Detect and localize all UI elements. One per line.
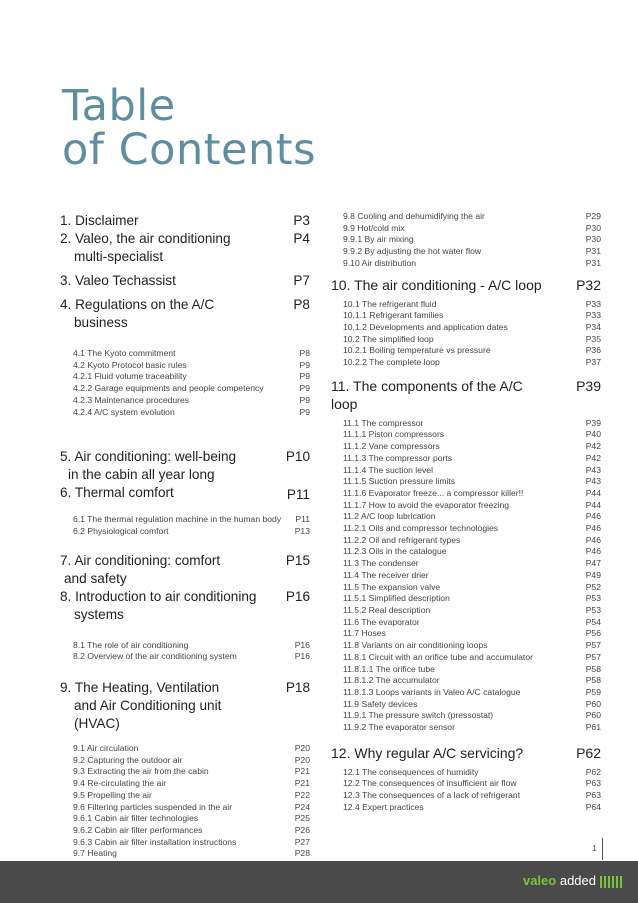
toc-subentry[interactable]: 11.1.2 Vane compressors P42 (343, 441, 601, 452)
toc-subentry[interactable]: 11.1.1 Piston compressors P40 (343, 429, 601, 440)
toc-entry-title-cont: business (74, 315, 128, 330)
toc-subentry[interactable]: 11.1.6 Evaporator freeze... a compressor killer!! P44 (343, 487, 601, 498)
toc-entry-title: 8. Introduction to air conditioning (60, 588, 257, 604)
toc-subentry[interactable]: 12.3 The consequences of a lack of refrigerant P63 (343, 790, 601, 801)
toc-subentry[interactable]: 11.7 Hoses P56 (343, 628, 601, 639)
toc-subentry[interactable]: 11.1.3 The compressor ports P42 (343, 452, 601, 463)
toc-entry-intro[interactable] (60, 588, 310, 624)
toc-subentry[interactable]: 11.1.5 Suction pressure limits P43 (343, 476, 601, 487)
toc-sublist-regulations (60, 348, 310, 418)
toc-subentry[interactable]: 10.1 The refrigerant fluid P33 (343, 298, 601, 309)
toc-subentry[interactable]: 12.1 The consequences of humidity P62 (343, 766, 601, 777)
toc-subentry[interactable]: 9.1 Air circulation P20 (73, 743, 310, 754)
toc-sublist-loop (331, 299, 601, 369)
toc-subentry[interactable]: 11.9 Safety devices P60 (343, 698, 601, 709)
toc-subentry[interactable]: 11.1.7 How to avoid the evaporator freezing P44 (343, 499, 601, 510)
toc-entry-servicing[interactable] (331, 744, 601, 762)
toc-entry-regulations[interactable] (60, 296, 310, 332)
page-number: 1 (592, 844, 597, 853)
toc-subentry[interactable]: 6.2 Physiological comfort P13 (73, 525, 310, 536)
toc-subentry[interactable]: 8.1 The role of air conditioning P16 (73, 639, 310, 650)
brand-valeo: valeo (522, 873, 557, 888)
toc-entry-page: P39 (576, 377, 601, 394)
page-title-line2: of Contents (62, 125, 317, 175)
toc-subentry[interactable]: 9.8 Cooling and dehumidifying the air P29 (343, 211, 601, 221)
toc-subentry[interactable]: 11.5.2 Real description P53 (343, 604, 601, 615)
toc-entry-safety[interactable] (60, 552, 310, 588)
toc-subentry[interactable]: 11.8.1.2 The accumulator P58 (343, 675, 601, 686)
toc-subentry[interactable]: 11.5 The expansion valve P52 (343, 581, 601, 592)
toc-entry-title: 2. Valeo, the air conditioning (60, 231, 231, 246)
toc-entry-title-cont: and safety (64, 570, 127, 586)
toc-entry-hvac[interactable] (60, 679, 310, 733)
toc-entry-title: 6. Thermal comfort (60, 485, 174, 501)
toc-entry-title: 12. Why regular A/C servicing? (331, 744, 524, 761)
toc-entry-title-cont: and Air Conditioning unit (HVAC) (74, 698, 222, 732)
toc-subentry[interactable]: 10.2.2 The complete loop P37 (343, 357, 601, 368)
brand-logo (523, 873, 596, 888)
toc-subentry[interactable]: 10.1.2 Developments and application dates P34 (343, 321, 601, 332)
toc-entry-page: P8 (293, 297, 310, 312)
toc-subentry[interactable]: 11.8.1.1 The orifice tube P58 (343, 663, 601, 674)
toc-subentry[interactable]: 9.10 Air distribution P31 (343, 257, 601, 268)
toc-subentry[interactable]: 4.2.3 Maintenance procedures P9 (73, 394, 310, 405)
toc-subentry[interactable]: 11.2.2 Oil and refrigerant types P46 (343, 534, 601, 545)
toc-subentry[interactable]: 9.5 Propelling the air P22 (73, 789, 310, 800)
toc-entry-title: 9. The Heating, Ventilation (60, 680, 220, 696)
brand-added: added (559, 873, 596, 888)
toc-subentry[interactable]: 4.2.2 Garage equipments and people competency P9 (73, 383, 310, 394)
toc-sublist-hvac-continued (331, 211, 601, 270)
toc-entry-page: P32 (576, 276, 601, 293)
toc-subentry[interactable]: 4.2 Kyoto Protocol basic rules P9 (73, 359, 310, 370)
toc-entry-title: 1. Disclaimer (60, 213, 139, 228)
toc-right-column (331, 211, 601, 822)
toc-entry-components[interactable] (331, 377, 601, 413)
toc-entry-page: P11 (286, 487, 310, 503)
toc-subentry[interactable]: 8.2 Overview of the air conditioning system P16 (73, 651, 310, 662)
toc-entry-title: 5. Air conditioning: well-being (60, 449, 237, 465)
toc-subentry[interactable]: 6.1 The thermal regulation machine in the human body P11 (73, 514, 310, 525)
toc-sublist-intro (60, 640, 310, 663)
toc-entry-title-cont: multi-specialist (74, 249, 164, 264)
toc-entry-page: P7 (293, 273, 310, 288)
toc-sublist-thermal (60, 514, 310, 537)
toc-subentry[interactable]: 12.2 The consequences of insufficient air flow P63 (343, 778, 601, 789)
toc-left-column (60, 212, 310, 897)
toc-entry-page: P4 (293, 231, 310, 246)
toc-entry-techassist[interactable] (60, 272, 310, 290)
toc-subentry[interactable]: 11.2 A/C loop lubrication P46 (343, 511, 601, 522)
toc-entry-page: P10 (285, 449, 310, 465)
toc-subentry[interactable]: 9.6.2 Cabin air filter performances P26 (73, 824, 310, 835)
toc-sublist-servicing (331, 767, 601, 814)
toc-entry-loop[interactable] (331, 276, 601, 294)
toc-subentry[interactable]: 9.6.3 Cabin air filter installation instructions P27 (73, 836, 310, 847)
toc-subentry[interactable]: 4.1 The Kyoto commitment P8 (73, 348, 310, 358)
toc-subentry[interactable]: 11.1.4 The suction level P43 (343, 464, 601, 475)
toc-subentry[interactable]: 11.5.1 Simplified description P53 (343, 593, 601, 604)
toc-subentry[interactable]: 4.2.1 Fluid volume traceability P9 (73, 371, 310, 382)
toc-subentry[interactable]: 11.4 The receiver drier P49 (343, 569, 601, 580)
toc-subentry[interactable]: 11.9.1 The pressure switch (pressostat) P60 (343, 710, 601, 721)
toc-subentry[interactable]: 11.8.1 Circuit with an orifice tube and accumulator P57 (343, 651, 601, 662)
toc-entry-title-cont: in the cabin all year long (68, 467, 215, 483)
toc-entry-title: 3. Valeo Techassist (60, 273, 176, 288)
toc-subentry[interactable]: 9.3 Extracting the air from the cabin P21 (73, 766, 310, 777)
toc-subentry[interactable]: 10.2.1 Boiling temperature vs pressure P36 (343, 345, 601, 356)
toc-subentry[interactable]: 9.7 Heating P28 (73, 848, 310, 859)
toc-subentry[interactable]: 4.2.4 A/C system evolution P9 (73, 406, 310, 417)
toc-entry-page: P3 (293, 213, 310, 228)
toc-entry-title: 4. Regulations on the A/C (60, 297, 215, 312)
page-title-line1: Table (62, 81, 176, 131)
toc-sublist-components (331, 418, 601, 734)
toc-entry-title-cont: systems (74, 606, 124, 622)
toc-subentry[interactable]: 11.6 The evaporator P54 (343, 616, 601, 627)
toc-entry-title: 10. The air conditioning - A/C loop (331, 276, 542, 293)
toc-entry-wellbeing[interactable] (60, 448, 310, 484)
toc-entry-thermal[interactable] (60, 484, 310, 502)
toc-entry-title: 11. The components of the A/C loop (331, 377, 523, 412)
page-number-divider (602, 838, 603, 860)
toc-entry-page: P62 (576, 744, 601, 761)
toc-subentry[interactable]: 11.2.1 Oils and compressor technologies P46 (343, 523, 601, 534)
toc-subentry[interactable]: 9.6 Filtering particles suspended in the air P24 (73, 801, 310, 812)
footer-bar (0, 861, 638, 903)
toc-subentry[interactable]: 10.1.1 Refrigerant families P33 (343, 310, 601, 321)
toc-entry-page: P16 (285, 588, 310, 604)
toc-subentry[interactable]: 12.4 Expert practices P64 (343, 801, 601, 812)
toc-subentry[interactable]: 9.4 Re-circulating the air P21 (73, 778, 310, 789)
toc-entry-valeo[interactable] (60, 230, 310, 266)
toc-subentry[interactable]: 11.8.1.3 Loops variants in Valeo A/C catalogue P59 (343, 686, 601, 697)
toc-subentry[interactable]: 11.2.3 Oils in the catalogue P46 (343, 546, 601, 557)
toc-subentry[interactable]: 11.1 The compressor P39 (343, 417, 601, 428)
toc-entry-page: P15 (285, 552, 310, 568)
brand-bars-icon (600, 875, 630, 887)
toc-subentry[interactable]: 11.9.2 The evaporator sensor P61 (343, 722, 601, 733)
toc-subentry[interactable]: 9.6.1 Cabin air filter technologies P25 (73, 813, 310, 824)
toc-entry-page: P18 (285, 680, 310, 696)
toc-subentry[interactable]: 11.8 Variants on air conditioning loops P57 (343, 640, 601, 651)
toc-subentry[interactable]: 9.2 Capturing the outdoor air P20 (73, 754, 310, 765)
toc-entry-title: 7. Air conditioning: comfort (60, 552, 221, 568)
toc-subentry[interactable]: 10.2 The simplified loop P35 (343, 333, 601, 344)
toc-subentry[interactable]: 9.9.1 By air mixing P30 (343, 234, 601, 245)
toc-entry-disclaimer[interactable] (60, 212, 310, 230)
toc-subentry[interactable]: 11.3 The condenser P47 (343, 558, 601, 569)
toc-subentry[interactable]: 9.9 Hot/cold mix P30 (343, 222, 601, 233)
toc-subentry[interactable]: 9.9.2 By adjusting the hot water flow P31 (343, 246, 601, 257)
page-title (62, 81, 317, 175)
